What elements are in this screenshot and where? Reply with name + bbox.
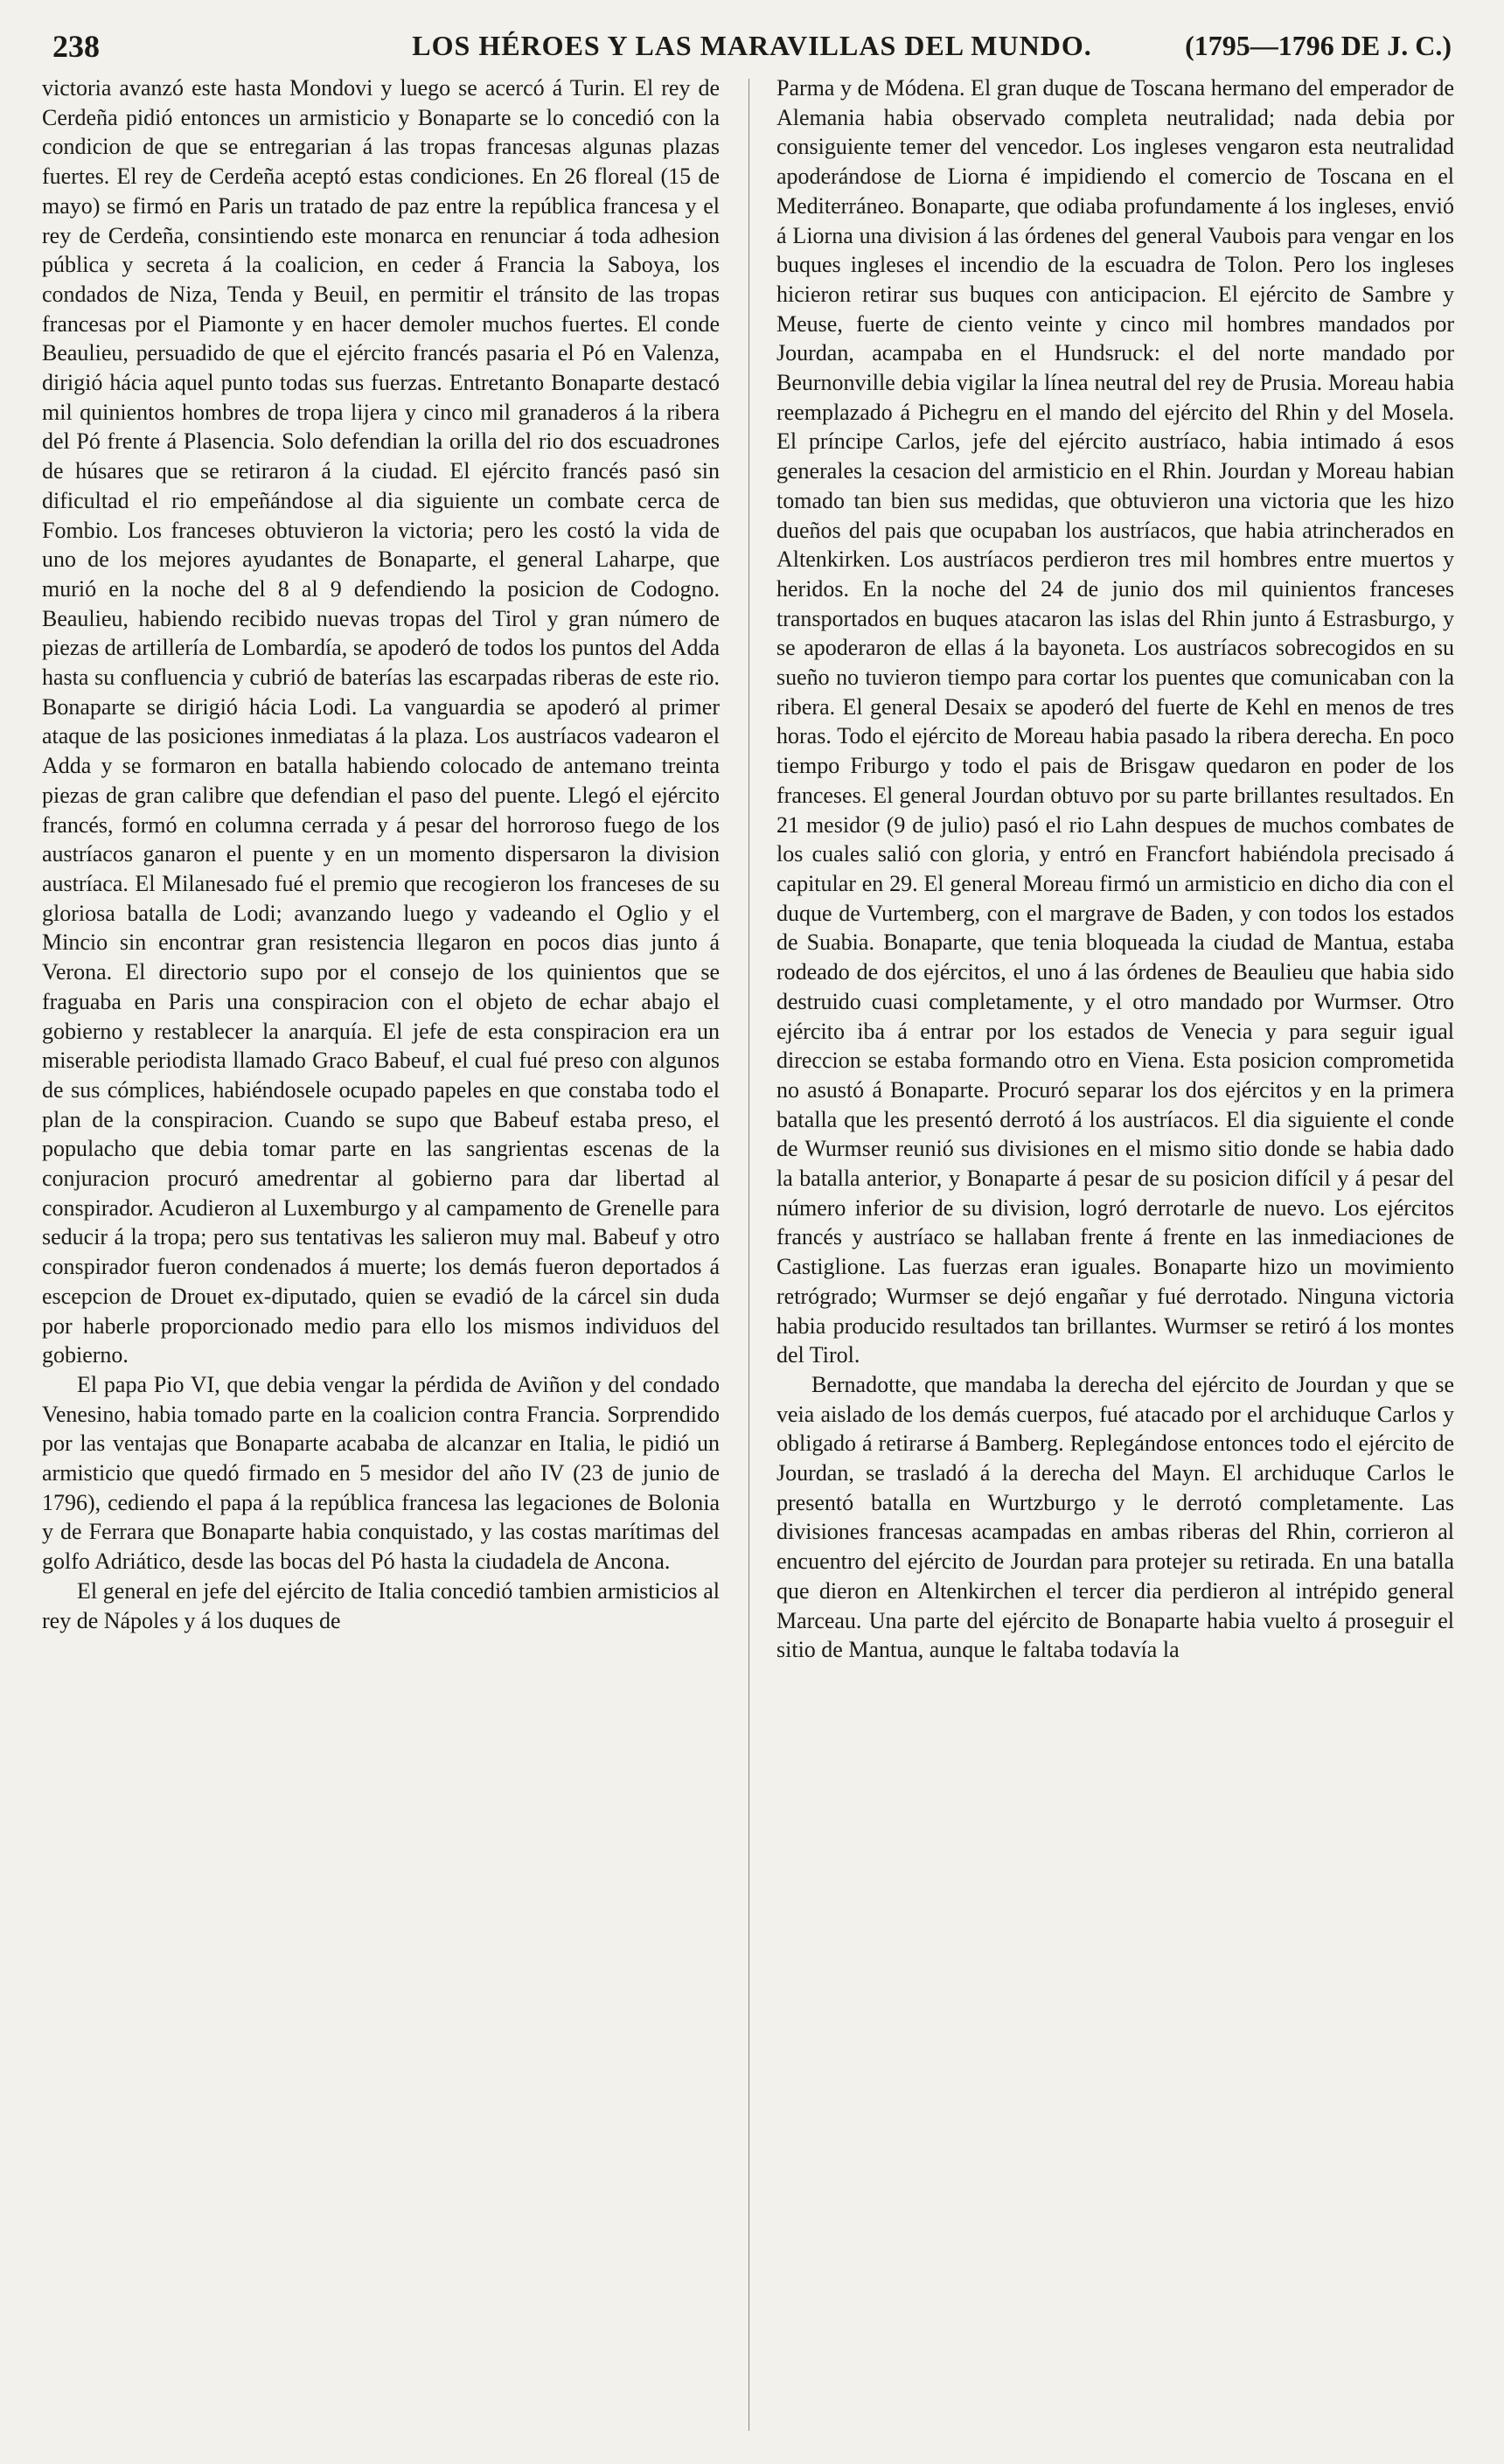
right-column bbox=[776, 73, 1454, 2434]
running-title: LOS HÉROES Y LAS MARAVILLAS DEL MUNDO. bbox=[412, 30, 1092, 61]
paragraph: El general en jefe del ejército de Italia concedió tambien armisticios al rey de Nápoles y á los duques de bbox=[42, 1577, 720, 1633]
paragraph: Bernadotte, que mandaba la derecha del ejército de Jourdan y que se veia aislado de los demás cuerpos, fué atacado por el archiduque Carlos y obligado á retirarse á Bamberg. Replegándose entonces todo el ejército de Jourdan, se trasladó á la derecha del Mayn. El archiduque Carlos le presentó batalla en Wurtzburgo y le derrotó completamente. Las divisiones francesas acampadas en ambas riberas del Rhin, corrieron al encuentro del ejército de Jourdan para protejer su retirada. En una batalla que dieron en Altenkirchen el tercer dia perdieron al intrépido general Marceau. Una parte del ejército de Bonaparte habia vuelto á proseguir el sitio de Mantua, aunque le faltaba todavía la bbox=[776, 1371, 1454, 1663]
page-number: 238 bbox=[52, 29, 100, 64]
date-range: (1795—1796 DE J. C.) bbox=[1185, 30, 1452, 61]
paragraph: Parma y de Módena. El gran duque de Toscana hermano del emperador de Alemania habia observado completa neutralidad; nada debia por consiguiente temer del vencedor. Los ingleses vengaron esta neutralidad apoderándose de Liorna é impidiendo el comercio de Toscana en el Mediterráneo. Bonaparte, que odiaba profundamente á los ingleses, envió á Liorna una division á las órdenes del general Vaubois para vengar en los buques ingleses el incendio de la escuadra de Tolon. Pero los ingleses hicieron retirar sus buques con anticipacion. El ejército de Sambre y Meuse, fuerte de ciento veinte y cinco mil hombres mandados por Jourdan, acampaba en el Hundsruck: el del norte mandado por Beurnonville debia vigilar la línea neutral del rey de Prusia. Moreau habia reemplazado á Pichegru en el mando del ejército del Rhin y del Mosela. El príncipe Carlos, jefe del ejército austríaco, habia intimado á esos generales la cesacion del armisticio en el Rhin. Jourdan y Moreau habian tomado tan bien sus medidas, que obtuvieron una victoria que les hizo dueños del pais que ocupaban los austríacos, que habia atrincherados en Altenkirken. Los austríacos perdieron tres mil hombres entre muertos y heridos. En la noche del 24 de junio dos mil quinientos franceses transportados en buques atacaron las islas del Rhin junto á Estrasburgo, y se apoderaron de ellas á la bayoneta. Los austríacos sobrecogidos en su sueño no tuvieron tiempo para cortar los puentes que comunicaban con la ribera. El general Desaix se apoderó del fuerte de Kehl en menos de tres horas. Todo el ejército de Moreau habia pasado la ribera derecha. En poco tiempo Friburgo y todo el pais de Brisgaw quedaron en poder de los franceses. El general Jourdan obtuvo por su parte brillantes resultados. En 21 mesidor (9 de julio) pasó el rio Lahn despues de muchos combates de los cuales salió con gloria, y entró en Francfort habiéndola precisado á capitular en 29. El general Moreau firmó un armisticio en dicho dia con el duque de Vurtemberg, con el margrave de Baden, y con todos los estados de Suabia. Bonaparte, que tenia bloqueada la ciudad de Mantua, estaba rodeado de dos ejércitos, el uno á las órdenes de Beaulieu que habia sido destruido cuasi completamente, y el otro mandado por Wurmser. Otro ejército iba á entrar por los estados de Venecia y para seguir igual direccion se estaba formando otro en Viena. Esta posicion comprometida no asustó á Bonaparte. Procuró separar los dos ejércitos y en la primera batalla que les presentó derrotó á los austríacos. El dia siguiente el conde de Wurmser reunió sus divisiones en el mismo sitio donde se habia dado la batalla anterior, y Bonaparte á pesar de su posicion difícil y á pesar del número inferior de su division, logró derrotarle de nuevo. Los ejércitos francés y austríaco se hallaban frente á frente en las inmediaciones de Castiglione. Las fuerzas eran iguales. Bonaparte hizo un movimiento retrógrado; Wurmser se dejó engañar y fué derrotado. Ninguna victoria habia producido resultados tan brillantes. Wurmser se retiró á los montes del Tirol. bbox=[776, 75, 1454, 1368]
paragraph: victoria avanzó este hasta Mondovi y luego se acercó á Turin. El rey de Cerdeña pidió entonces un armisticio y Bonaparte se lo concedió con la condicion de que se entregarian á las tropas francesas algunas plazas fuertes. El rey de Cerdeña aceptó estas condiciones. En 26 floreal (15 de mayo) se firmó en Paris un tratado de paz entre la república francesa y el rey de Cerdeña, consintiendo este monarca en renunciar á toda adhesion pública y secreta á la coalicion, en ceder á Francia la Saboya, los condados de Niza, Tenda y Beuil, en permitir el tránsito de las tropas francesas por el Piamonte y en hacer demoler muchos fuertes. El conde Beaulieu, persuadido de que el ejército francés pasaria el Pó en Valenza, dirigió hácia aquel punto todas sus fuerzas. Entretanto Bonaparte destacó mil quinientos hombres de tropa lijera y cinco mil granaderos á la ribera del Pó frente á Plasencia. Solo defendian la orilla del rio dos escuadrones de húsares que se retiraron á la ciudad. El ejército francés pasó sin dificultad el rio empeñándose al dia siguiente un combate cerca de Fombio. Los franceses obtuvieron la victoria; pero les costó la vida de uno de los mejores ayudantes de Bonaparte, el general Laharpe, que murió en la noche del 8 al 9 defendiendo la posicion de Codogno. Beaulieu, habiendo recibido nuevas tropas del Tirol y gran número de piezas de artillería de Lombardía, se apoderó de todos los puntos del Adda hasta su confluencia y cubrió de baterías las escarpadas riberas de este rio. Bonaparte se dirigió hácia Lodi. La vanguardia se apoderó al primer ataque de las posiciones inmediatas á la plaza. Los austríacos vadearon el Adda y se formaron en batalla habiendo colocado de antemano treinta piezas de gran calibre que defendian el paso del puente. Llegó el ejército francés, formó en columna cerrada y á pesar del horroroso fuego de los austríacos ganaron el puente y en un momento dispersaron la division austríaca. El Milanesado fué el premio que recogieron los franceses de su gloriosa batalla de Lodi; avanzando luego y vadeando el Oglio y el Mincio sin encontrar gran resistencia llegaron en pocos dias junto á Verona. El directorio supo por el consejo de los quinientos que se fraguaba en Paris una conspiracion con el objeto de echar abajo el gobierno y restablecer la anarquía. El jefe de esta conspiracion era un miserable periodista llamado Graco Babeuf, el cual fué preso con algunos de sus cómplices, habiéndosele ocupado papeles en que constaba todo el plan de la conspiracion. Cuando se supo que Babeuf estaba preso, el populacho que debia tomar parte en las sangrientas escenas de la conjuracion procuró amedrentar al gobierno para dar libertad al conspirador. Acudieron al Luxemburgo y al campamento de Grenelle para seducir á la tropa; pero sus tentativas les salieron muy mal. Babeuf y otro conspirador fueron condenados á muerte; los demás fueron deportados á escepcion de Drouet ex-diputado, quien se evadió de la cárcel sin duda por haberle proporcionado medio para ello los mismos individuos del gobierno. bbox=[42, 75, 720, 1368]
running-header bbox=[52, 24, 1452, 70]
left-column bbox=[42, 73, 720, 2434]
paragraph: El papa Pio VI, que debia vengar la pérdida de Aviñon y del condado Venesino, habia tomado parte en la coalicion contra Francia. Sorprendido por las ventajas que Bonaparte acababa de alcanzar en Italia, le pidió un armisticio que quedó firmado en 5 mesidor del año IV (23 de junio de 1796), cediendo el papa á la república francesa las legaciones de Bolonia y de Ferrara que Bonaparte habia conquistado, y las costas marítimas del golfo Adriático, desde las bocas del Pó hasta la ciudadela de Ancona. bbox=[42, 1371, 720, 1575]
